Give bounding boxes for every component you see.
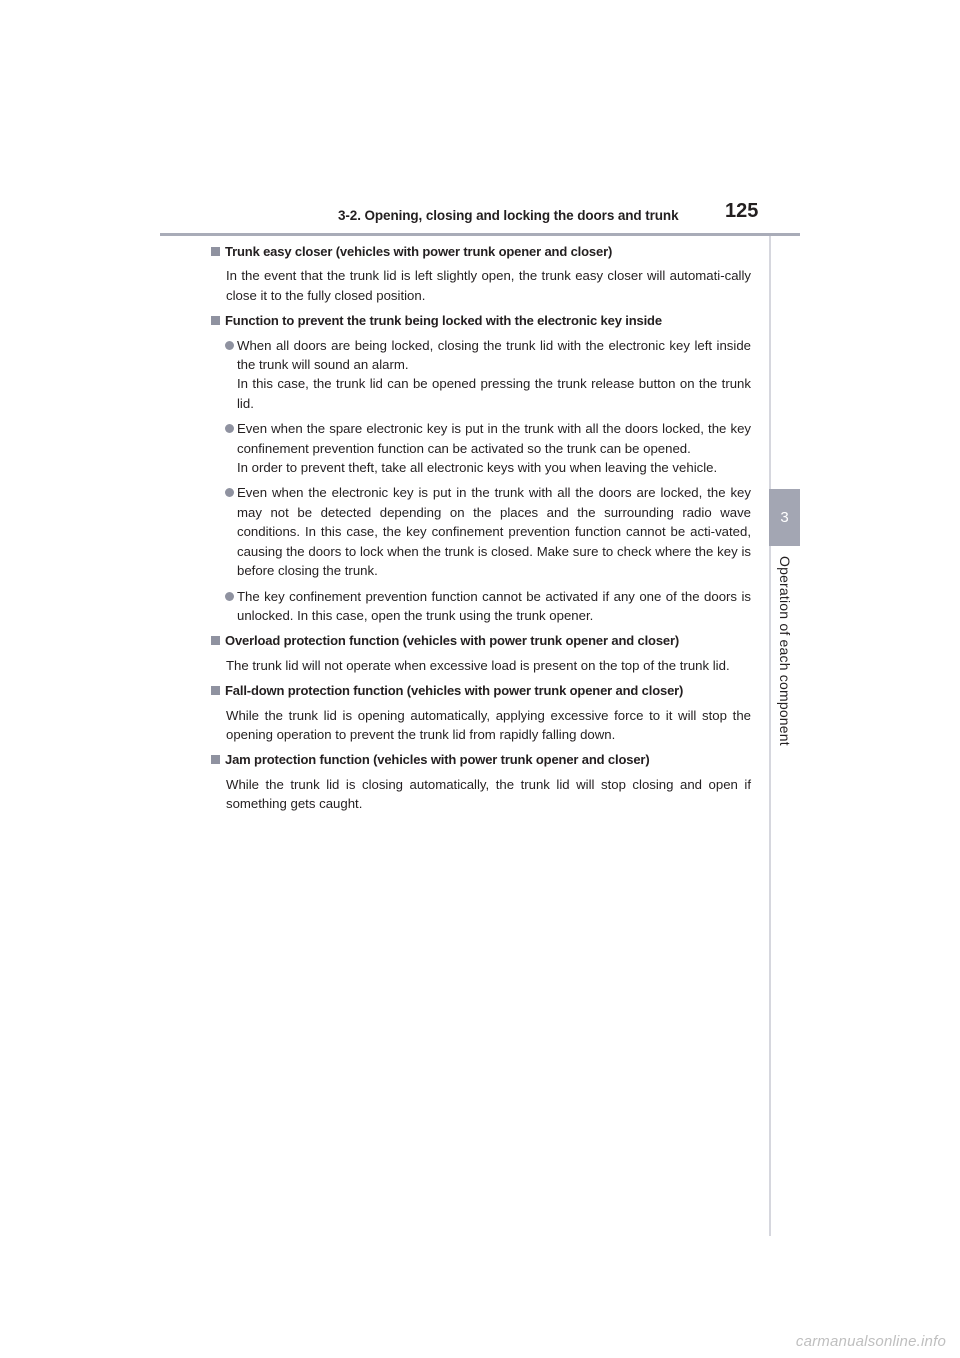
section-heading	[211, 631, 751, 650]
circle-bullet-icon	[225, 341, 234, 350]
section-trunk-easy-closer	[211, 242, 751, 305]
paragraph: In the event that the trunk lid is left slightly open, the trunk easy closer will automati-cally close it to the fully closed position.	[226, 268, 751, 303]
square-bullet-icon	[211, 755, 220, 764]
bullet-text: When all doors are being locked, closing the trunk lid with the electronic key left inside the trunk will sound an alarm.	[237, 337, 751, 373]
header-divider	[160, 233, 800, 236]
section-heading-text: Jam protection function (vehicles with power trunk opener and closer)	[225, 752, 650, 768]
chapter-label: Operation of each component	[777, 556, 793, 746]
section-overload-protection	[211, 631, 751, 675]
section-heading	[211, 750, 751, 769]
section-heading	[211, 681, 751, 700]
circle-bullet-icon	[225, 592, 234, 601]
section-fall-down-protection	[211, 681, 751, 744]
section-key-inside-prevention	[211, 311, 751, 625]
bullet-text: In this case, the trunk lid can be opened pressing the trunk release button on the trunk lid.	[237, 376, 751, 411]
section-heading-text: Overload protection function (vehicles with power trunk opener and closer)	[225, 633, 680, 649]
section-heading-text: Fall-down protection function (vehicles with power trunk opener and closer)	[225, 683, 684, 699]
main-content	[211, 242, 751, 820]
square-bullet-icon	[211, 316, 220, 325]
paragraph: The trunk lid will not operate when excessive load is present on the top of the trunk lid.	[226, 657, 730, 673]
section-jam-protection	[211, 750, 751, 813]
list-item	[211, 483, 751, 580]
bullet-text: Even when the spare electronic key is put in the trunk with all the doors locked, the key confinement prevention function can be activated so the trunk can be opened.	[237, 421, 751, 456]
circle-bullet-icon	[225, 424, 234, 433]
list-item	[211, 336, 751, 414]
side-divider	[769, 236, 771, 1236]
list-item	[211, 419, 751, 477]
section-heading	[211, 242, 751, 261]
list-item	[211, 587, 751, 626]
section-heading-text: Function to prevent the trunk being locked with the electronic key inside	[225, 313, 662, 329]
chapter-number: 3	[780, 509, 789, 526]
section-heading-text: Trunk easy closer (vehicles with power trunk opener and closer)	[225, 244, 613, 259]
square-bullet-icon	[211, 247, 220, 256]
chapter-tab	[769, 489, 800, 546]
paragraph: While the trunk lid is opening automatically, applying excessive force to it will stop the opening operation to prevent the trunk lid from rapidly falling down.	[226, 707, 751, 742]
watermark: carmanualsonline.info	[795, 1333, 946, 1350]
page-number: 125	[725, 200, 759, 222]
square-bullet-icon	[211, 636, 220, 645]
circle-bullet-icon	[225, 488, 234, 497]
bullet-text: Even when the electronic key is put in the trunk with all the doors are locked, the key may not be detected depending on the places and the surrounding radio wave conditions. In this case, the key confinement prevention function cannot be acti-vated, causing the doors to lock when the trunk is closed. Make sure to check where the key is before closing the trunk.	[237, 485, 751, 579]
square-bullet-icon	[211, 686, 220, 695]
bullet-text: In order to prevent theft, take all electronic keys with you when leaving the vehicle.	[237, 460, 718, 476]
paragraph: While the trunk lid is closing automatically, the trunk lid will stop closing and open if something gets caught.	[226, 776, 751, 812]
section-heading	[211, 311, 751, 330]
chapter-title: 3-2. Opening, closing and locking the doors and trunk	[338, 208, 679, 223]
bullet-text: The key confinement prevention function cannot be activated if any one of the doors is unlocked. In this case, open the trunk using the trunk opener.	[237, 588, 751, 623]
